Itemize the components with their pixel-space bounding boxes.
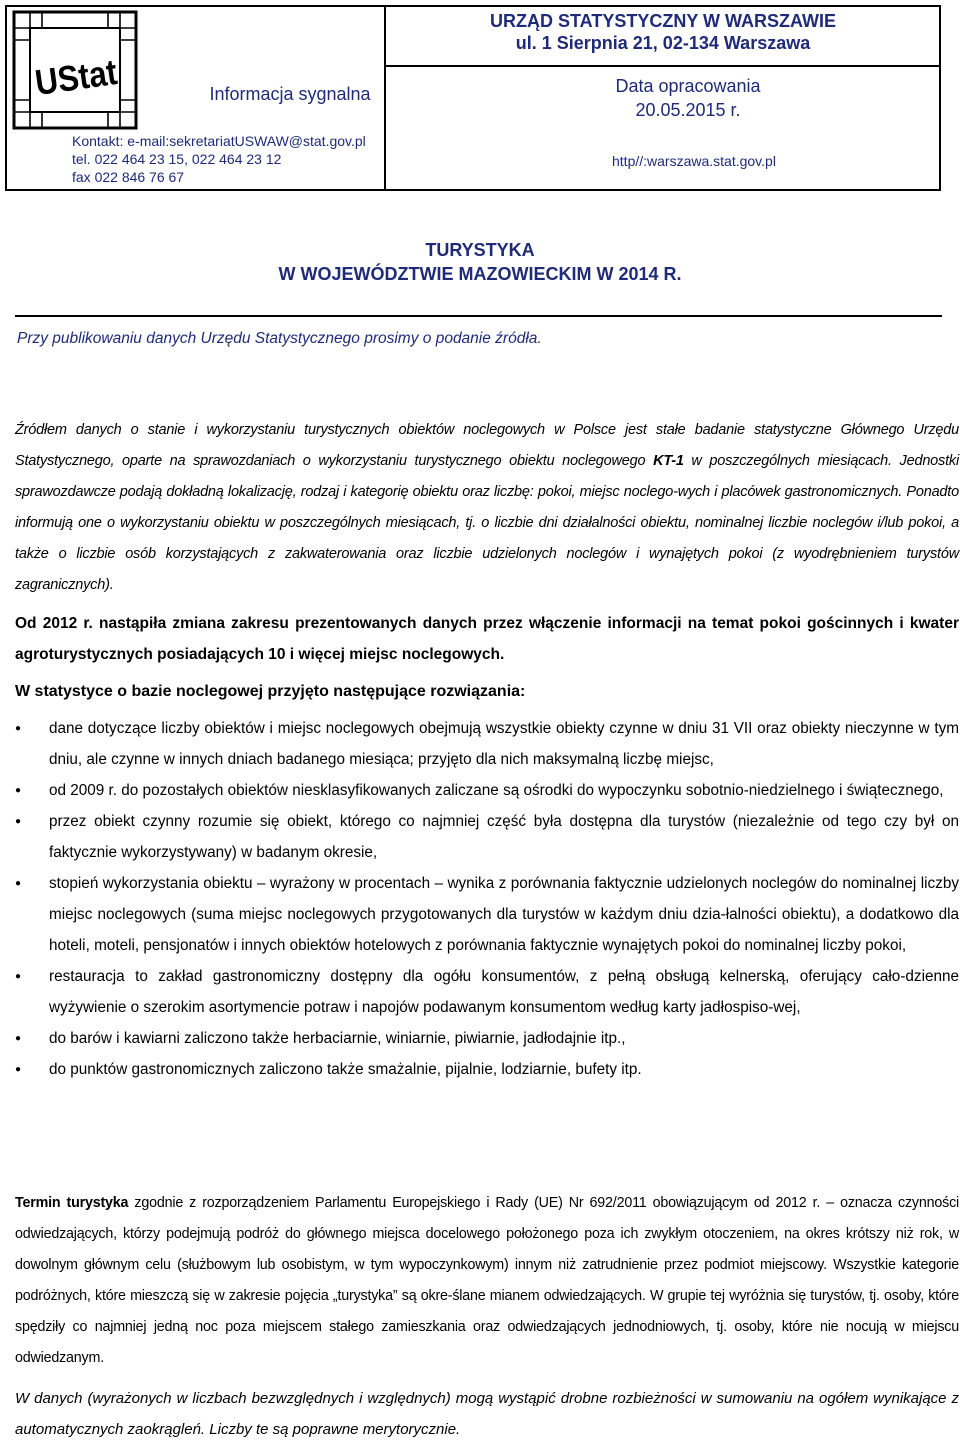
solutions-heading: W statystyce o bazie noclegowej przyjęto następujące rozwiązania: bbox=[15, 683, 526, 700]
ustat-logo bbox=[12, 10, 138, 130]
contact-tel: tel. 022 464 23 15, 022 464 23 12 bbox=[72, 151, 282, 167]
term-label: Termin turystyka bbox=[15, 1195, 129, 1211]
list-item: ● do punktów gastronomicznych zaliczono także smażalnie, pijalnie, lodziarnie, bufety itp. bbox=[15, 1054, 959, 1085]
change-text: nastąpiła zmiana zakresu prezentowanych danych przez włączenie informacji na temat pokoi gościnnych i kwater agroturystycznych posiadających 10 i więcej miejsc noclegowych. bbox=[15, 615, 959, 663]
change-year: Od 2012 r. bbox=[15, 615, 93, 632]
contact-email[interactable]: Kontakt: e-mail:sekretariatUSWAW@stat.gov.pl bbox=[72, 133, 366, 149]
term-text: zgodnie z rozporządzeniem Parlamentu Europejskiego i Rady (UE) Nr 692/2011 obowiązującym od 2012 r. – oznacza czynności odwiedzających, którzy podejmują podróż do głównego miejsca docelowego położonego poza ich zwykłym otoczeniem, na okres krótszy niż rok, w dowolnym głównym celu (służbowym lub osobistym, w tym wypoczynkowym) innym niż zatrudnienie przez podmiot miejscowy. Wszystkie kategorie podróżnych, które mieszczą się w zakresie pojęcia „turystyka” są okre-ślane mianem odwiedzających. W grupie tej wyróżnia się turystów, tj. osoby, które spędziły co najmniej jedną noc poza miejscem stałego zamieszkania oraz odwiedzających jednodniowych, tj. osoby, które nie nocują w miejscu odwiedzanym. bbox=[15, 1195, 960, 1366]
header-hline bbox=[384, 65, 941, 67]
header-divider bbox=[384, 5, 386, 191]
source-notice: Przy publikowaniu danych Urzędu Statystycznego prosimy o podanie źródła. bbox=[17, 330, 542, 347]
intro-text-c: w poszczególnych miesiącach. Jednostki sprawozdawcze podają dokładną lokalizację, rodzaj i kategorię obiektu oraz liczbę: pokoi, miejsc noclego-wych i placówek gastronomicznych. Ponadto informują one o wykorzystaniu obiektu w poszczególnych miesiącach, tj. o liczbie dni działalności obiektu, nominalnej liczbie noclegów i/lub pokoi, a także o liczbie osób korzystających z zakwaterowania oraz liczbie udzielonych noclegów i wynajętych pokoi (z wyodrębnieniem turystów zagranicznych). bbox=[15, 453, 960, 593]
office-address: ul. 1 Sierpnia 21, 02-134 Warszawa bbox=[515, 33, 811, 53]
title-line1: TURYSTYKA bbox=[425, 240, 535, 260]
website-link[interactable]: http//:warszawa.stat.gov.pl bbox=[612, 153, 776, 169]
contact-fax: fax 022 846 76 67 bbox=[72, 169, 185, 185]
list-item: ● restauracja to zakład gastronomiczny dostępny dla ogółu konsumentów, z pełną obsługą kelnerską, oferujący cało-dzienne wyżywienie o szerokim asortymencie potraw i napojów podawanym konsumentom według karty jadłospiso-wej, bbox=[15, 961, 959, 1023]
office-name: URZĄD STATYSTYCZNY W WARSZAWIE bbox=[490, 11, 836, 31]
date-value: 20.05.2015 r. bbox=[635, 100, 741, 120]
intro-text-a: Źródłem danych o stanie i wykorzystaniu turystycznych obiektów noclegowych w Polsce jest stałe badanie statystyczne Głównego Urzędu Statystycznego, oparte na sprawozdaniach o wykorzystaniu turystycznego obiektu noclegowego bbox=[15, 422, 959, 469]
form-code: KT-1 bbox=[653, 453, 684, 469]
paragraph-change-2012 bbox=[15, 608, 959, 670]
doc-type: Informacja sygnalna bbox=[209, 84, 371, 104]
list-item: ● dane dotyczące liczby obiektów i miejsc noclegowych obejmują wszystkie obiekty czynne w dniu 31 VII oraz obiekty nieczynne w tym dniu, ale czynne w innych dniach badanego miesiąca; przyjęto dla nich maksymalną liczbę miejsc, bbox=[15, 713, 959, 775]
title-line2: W WOJEWÓDZTWIE MAZOWIECKIM W 2014 R. bbox=[278, 264, 682, 284]
horizontal-rule bbox=[15, 315, 942, 317]
list-item: ● do barów i kawiarni zaliczono także herbaciarnie, winiarnie, piwiarnie, jadłodajnie itp., bbox=[15, 1023, 959, 1054]
paragraph-intro bbox=[15, 415, 959, 601]
date-label: Data opracowania bbox=[615, 76, 761, 96]
term-definition bbox=[15, 1188, 959, 1374]
solutions-list bbox=[15, 713, 959, 1085]
logo-wordmark: UStat bbox=[32, 49, 132, 104]
list-item: ● stopień wykorzystania obiektu – wyrażony w procentach – wynika z porównania faktycznie udzielonych noclegów do nominalnej liczby miejsc noclegowych (suma miejsc noclegowych przygotowanych dla turystów w każdym dniu dzia-łalności obiektu), a dodatkowo dla hoteli, moteli, pensjonatów i innych obiektów hotelowych z porównania faktycznie wynajętych pokoi do nominalnej liczby pokoi, bbox=[15, 868, 959, 961]
list-item: ● od 2009 r. do pozostałych obiektów niesklasyfikowanych zaliczane są ośrodki do wypoczynku sobotnio-niedzielnego i świątecznego, bbox=[15, 775, 959, 806]
list-item: ● przez obiekt czynny rozumie się obiekt, którego co najmniej część była dostępna dla turystów (niezależnie od tego czy był on faktycznie wykorzystywany) w badanym okresie, bbox=[15, 806, 959, 868]
rounding-note: W danych (wyrażonych w liczbach bezwzględnych i względnych) mogą wystąpić drobne rozbieżności w sumowaniu na ogółem wynikające z automatycznych zaokrągleń. Liczby te są poprawne merytorycznie. bbox=[15, 1390, 959, 1438]
